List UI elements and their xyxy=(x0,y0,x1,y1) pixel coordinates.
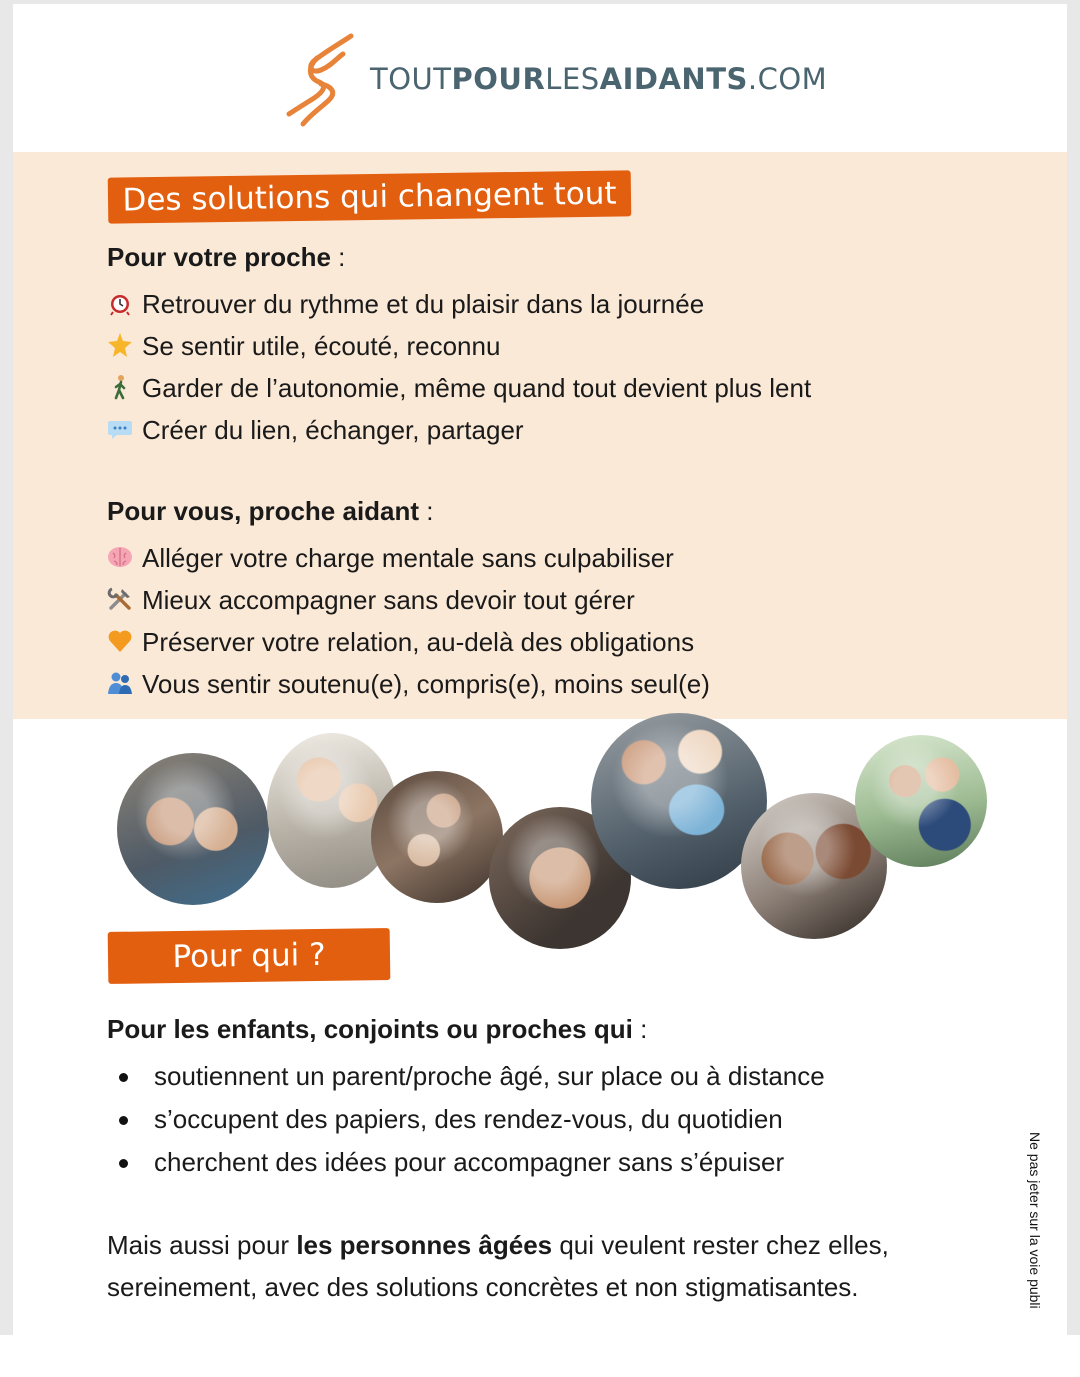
flyer-page xyxy=(13,4,1067,1335)
audience-subhead: Pour les enfants, conjoints ou proches qui : xyxy=(107,1014,648,1044)
closing-paragraph: Mais aussi pour les personnes âgées qui veulent rester chez elles, sereinement, avec des solutions concrètes et non stigmatisantes. xyxy=(107,1230,889,1302)
star-icon xyxy=(107,332,133,358)
pour-qui-banner xyxy=(108,928,391,984)
list-item: Se sentir utile, écouté, reconnu xyxy=(107,326,500,366)
list-item: Vous sentir soutenu(e), compris(e), moins seul(e) xyxy=(107,664,710,704)
list-item: Garder de l’autonomie, même quand tout devient plus lent xyxy=(107,368,811,408)
group2-title: Pour vous, proche aidant : xyxy=(107,496,434,526)
solutions-banner xyxy=(108,170,632,223)
list-item: s’occupent des papiers, des rendez-vous, du quotidien xyxy=(113,1099,825,1142)
people-icon xyxy=(107,670,133,696)
list-item: Créer du lien, échanger, partager xyxy=(107,410,524,450)
list-item: cherchent des idées pour accompagner sans s’épuiser xyxy=(113,1142,825,1185)
speech-bubble-icon xyxy=(107,416,133,442)
solutions-banner-text: Des solutions qui changent tout xyxy=(122,175,617,219)
viewer-background xyxy=(0,1335,1080,1377)
walking-person-icon xyxy=(107,374,133,400)
hands-logo-icon xyxy=(281,28,365,128)
list-item: Alléger votre charge mentale sans culpabiliser xyxy=(107,538,674,578)
brand-name: TOUTPOURLESAIDANTS.COM xyxy=(370,62,828,96)
photo-two-men-outdoors xyxy=(855,735,987,867)
alarm-clock-icon xyxy=(107,290,133,316)
group1-title: Pour votre proche : xyxy=(107,242,346,272)
list-item: Mieux accompagner sans devoir tout gérer xyxy=(107,580,635,620)
audience-bullets xyxy=(113,1056,825,1185)
photo-collage xyxy=(13,709,1067,959)
list-item: soutiennent un parent/proche âgé, sur place ou à distance xyxy=(113,1056,825,1099)
side-note: Ne pas jeter sur la voie publi xyxy=(1027,1132,1043,1309)
tools-icon xyxy=(107,586,133,612)
header xyxy=(13,4,1067,152)
photo-reading-together xyxy=(371,771,503,903)
pour-qui-banner-text: Pour qui ? xyxy=(172,936,326,976)
brain-icon xyxy=(107,544,133,570)
orange-heart-icon xyxy=(107,628,133,654)
list-item: Préserver votre relation, au-delà des obligations xyxy=(107,622,694,662)
list-item: Retrouver du rythme et du plaisir dans la journée xyxy=(107,284,704,324)
photo-couple-smiling xyxy=(117,753,269,905)
